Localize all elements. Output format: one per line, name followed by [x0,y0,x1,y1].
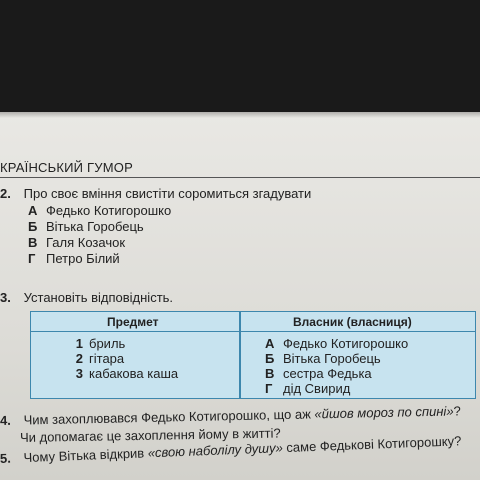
option-h [28,251,171,267]
row-letter: А [265,336,275,351]
table-row [265,336,408,351]
row-text: гітара [89,351,125,366]
row-letter: В [265,366,275,381]
question-text: Чим захоплювався Федько Котигорошко, що аж [23,406,315,428]
table-left-column [67,336,178,381]
question-2-options [28,203,171,267]
option-b [28,219,171,235]
option-letter: В [28,235,38,250]
table-row [265,351,408,366]
row-letter: Г [265,381,273,396]
row-text: Вітька Горобець [283,351,381,366]
table-row [67,336,178,351]
table-right-column [265,336,408,396]
option-text: Галя Козачок [46,235,126,250]
question-3 [0,290,173,306]
question-text: Установіть відповідність. [23,290,174,305]
header-rule [0,177,480,178]
option-text: Федько Котигорошко [46,203,172,218]
question-number: 4. [0,412,11,428]
question-number: 5. [0,450,12,466]
option-letter: А [28,203,38,218]
row-text: Федько Котигорошко [283,336,409,351]
option-a [28,203,171,219]
row-number: 1 [75,336,83,351]
table-row [67,351,178,366]
question-4-line-2: Чи допомагає це захоплення йому в житті? [19,425,281,445]
section-header: КРАЇНСЬКИЙ ГУМОР [0,160,133,175]
table-header-subject: Предмет [107,315,159,329]
matching-table [30,311,476,399]
option-letter: Г [28,251,36,266]
question-number: 3. [0,290,11,305]
question-quote: «йшов мороз по спині» [314,403,454,422]
row-text: сестра Федька [283,366,372,381]
table-row [265,381,408,396]
question-2 [0,186,311,202]
question-text-end: ? [453,403,461,419]
row-text: дід Свирид [283,381,351,396]
page-edge-shadow [0,112,480,118]
column-divider [239,312,241,398]
row-text: кабакова каша [89,366,179,381]
question-number: 2. [0,186,11,201]
option-v [28,235,171,251]
option-letter: Б [28,219,38,234]
question-quote: «свою наболілу душу» [147,440,284,461]
table-row [265,366,408,381]
row-number: 2 [75,351,83,366]
question-text: Чому Вітька відкрив [23,445,149,466]
table-header-owner: Власник (власниця) [293,315,412,329]
question-text-end: саме Федькові Котигорошку? [282,433,462,456]
row-number: 3 [75,366,83,381]
row-letter: Б [265,351,275,366]
option-text: Петро Білий [46,251,120,266]
table-row [67,366,178,381]
question-text: Про своє вміння свистіти соромиться згадувати [23,186,312,201]
row-text: бриль [89,336,126,351]
option-text: Вітька Горобець [46,219,144,234]
